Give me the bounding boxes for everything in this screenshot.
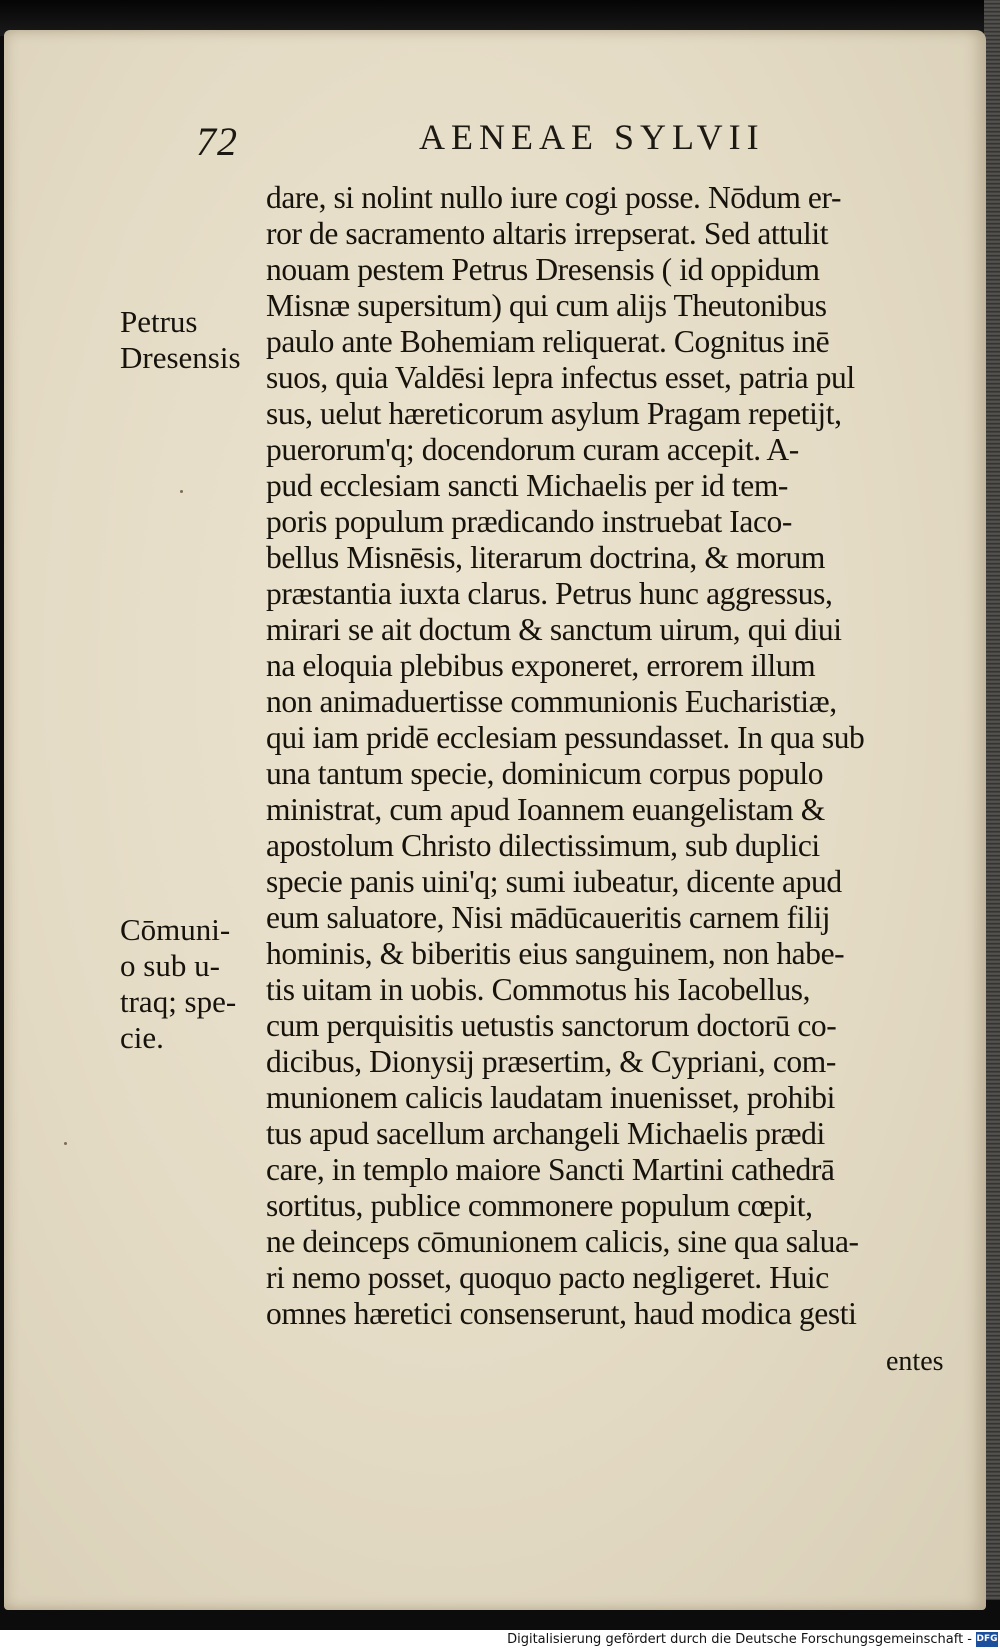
text-line: paulo ante Bohemiam reliquerat. Cognitus inē — [266, 324, 830, 359]
footer-credit-text: Digitalisierung gefördert durch die Deutsche Forschungsgemeinschaft - — [507, 1632, 972, 1647]
text-line: puerorum'q; docendorum curam accepit. A- — [266, 432, 799, 467]
marginal-line: Cōmuni- — [120, 912, 231, 947]
text-line: ri nemo posset, quoquo pacto negligeret. Huic — [266, 1260, 829, 1295]
text-line: pud ecclesiam sancti Michaelis per id tem- — [266, 468, 789, 503]
text-line: na eloquia plebibus exponeret, errorem illum — [266, 648, 816, 683]
marginal-note-petrus — [120, 304, 241, 376]
paper-speck — [64, 1142, 67, 1145]
running-head: AENEAE SYLVII — [419, 117, 765, 157]
marginal-line: traq; spe- — [120, 984, 237, 1019]
text-line: suos, quia Valdēsi lepra infectus esset, patria pul — [266, 360, 855, 395]
marginal-line: Dresensis — [120, 340, 241, 375]
marginal-line: o sub u- — [120, 948, 220, 983]
text-line: sortitus, publice commonere populum cœpit, — [266, 1188, 813, 1223]
text-line: munionem calicis laudatam inuenisset, prohibi — [266, 1080, 835, 1115]
text-line: specie panis uini'q; sumi iubeatur, dicente apud — [266, 864, 842, 899]
book-page — [4, 30, 986, 1610]
text-line: præstantia iuxta clarus. Petrus hunc aggressus, — [266, 576, 833, 611]
text-line: omnes hæretici consenserunt, haud modica gesti — [266, 1296, 857, 1331]
text-line: sus, uelut hæreticorum asylum Pragam repetijt, — [266, 396, 842, 431]
marginal-line: Petrus — [120, 304, 198, 339]
marginal-line: cie. — [120, 1020, 164, 1055]
digitization-footer — [0, 1630, 1000, 1651]
text-line: poris populum prædicando instruebat Iaco- — [266, 504, 792, 539]
text-line: dare, si nolint nullo iure cogi posse. Nōdum er- — [266, 180, 842, 215]
text-line: Misnæ supersitum) qui cum alijs Theutonibus — [266, 288, 827, 323]
text-line: qui iam pridē ecclesiam pessundasset. In qua sub — [266, 720, 865, 755]
text-line: mirari se ait doctum & sanctum uirum, qui diui — [266, 612, 842, 647]
text-line: tus apud sacellum archangeli Michaelis prædi — [266, 1116, 825, 1151]
page-number: 72 — [196, 119, 238, 164]
text-line: cum perquisitis uetustis sanctorum doctorū co- — [266, 1008, 837, 1043]
book-binding-edge — [984, 0, 1000, 1600]
text-line: apostolum Christo dilectissimum, sub duplici — [266, 828, 820, 863]
text-line: ne deinceps cōmunionem calicis, sine qua salua- — [266, 1224, 859, 1259]
marginal-note-communio — [120, 912, 236, 1056]
text-line: eum saluatore, Nisi mādūcaueritis carnem filij — [266, 900, 831, 935]
body-text — [266, 180, 976, 1332]
catchword: entes — [886, 1346, 944, 1377]
text-line: care, in templo maiore Sancti Martini cathedrā — [266, 1152, 835, 1187]
text-line: nouam pestem Petrus Dresensis ( id oppidum — [266, 252, 820, 287]
text-line: hominis, & biberitis eius sanguinem, non habe- — [266, 936, 845, 971]
page-header — [4, 112, 986, 172]
paper-speck — [180, 490, 183, 493]
text-line: non animaduertisse communionis Eucharistiæ, — [266, 684, 837, 719]
dfg-logo: DFG — [976, 1632, 998, 1647]
text-line: bellus Misnēsis, literarum doctrina, & morum — [266, 540, 825, 575]
text-line: tis uitam in uobis. Commotus his Iacobellus, — [266, 972, 811, 1007]
text-line: una tantum specie, dominicum corpus populo — [266, 756, 824, 791]
text-line: dicibus, Dionysij præsertim, & Cypriani, com- — [266, 1044, 836, 1079]
text-line: ror de sacramento altaris irrepserat. Sed attulit — [266, 216, 829, 251]
text-line: ministrat, cum apud Ioannem euangelistam & — [266, 792, 825, 827]
